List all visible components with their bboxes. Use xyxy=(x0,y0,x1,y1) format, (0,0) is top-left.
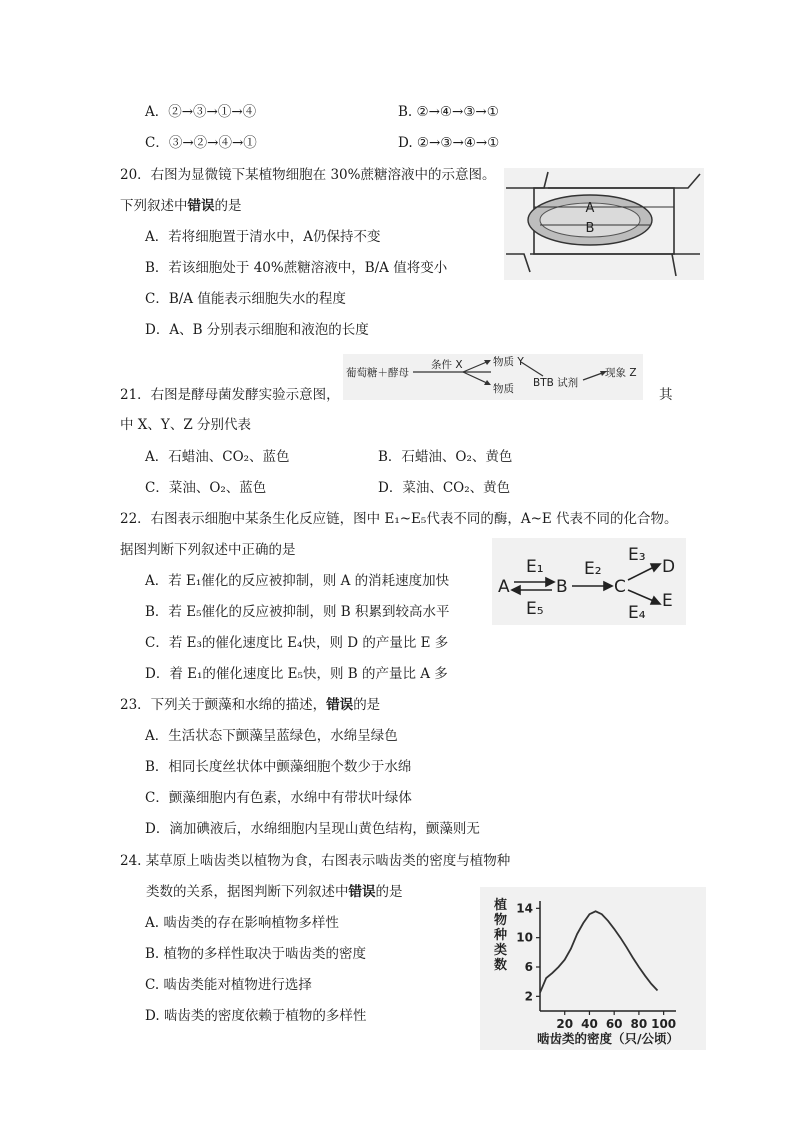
fermentation-figure xyxy=(343,354,643,400)
series-line xyxy=(540,911,658,992)
compound-c: C xyxy=(614,577,626,597)
q22-option-a: A．若 E₁催化的反应被抑制，则 A 的消耗速度加快 xyxy=(145,573,450,589)
density-chart xyxy=(480,887,706,1050)
q23-option-a: A．生活状态下颤藻呈蓝绿色，水绵呈绿色 xyxy=(145,728,398,744)
q23-option-c: C．颤藻细胞内有色素，水绵中有带状叶绿体 xyxy=(145,790,412,806)
product-y-label: 物质 Y xyxy=(493,356,524,368)
x-tick-label: 80 xyxy=(630,1017,648,1031)
q22-stem-2: 据图判断下列叙述中正确的是 xyxy=(120,542,296,558)
y-tick-label: 10 xyxy=(516,930,533,945)
plant-cell-figure xyxy=(504,168,704,280)
q23-stem: 23．下列关于颤藻和水绵的描述，错误的是 xyxy=(120,697,381,713)
enzyme-e5: E₅ xyxy=(526,599,544,619)
x-tick-label: 20 xyxy=(556,1017,574,1031)
q20-stem: 20．右图为显微镜下某植物细胞在 30%蔗糖溶液中的示意图。 xyxy=(120,167,496,183)
start-label: 葡萄糖＋酵母 xyxy=(346,367,409,379)
enzyme-e2: E₂ xyxy=(584,559,602,579)
q21-stem: 21．右图是酵母菌发酵实验示意图， xyxy=(120,387,340,403)
q20-option-d: D．A、B 分别表示细胞和液泡的长度 xyxy=(145,322,369,338)
q21-stem-tail: 其 xyxy=(659,387,673,403)
q22-option-c: C．若 E₃的催化速度比 E₄快，则 D 的产量比 E 多 xyxy=(145,635,449,651)
q22-option-d: D．着 E₁的催化速度比 E₅快，则 B 的产量比 A 多 xyxy=(145,666,448,682)
q21-stem-2: 中 X、Y、Z 分别代表 xyxy=(120,417,251,433)
product-label: 物质 xyxy=(493,383,514,395)
q20-stem-2: 下列叙述中错误的是 xyxy=(120,198,242,214)
q23-option-d: D．滴加碘液后，水绵细胞内呈现山黄色结构，颤藻则无 xyxy=(145,821,480,837)
compound-a: A xyxy=(498,577,510,597)
q19-option-a: A．②→③→①→④ xyxy=(145,104,257,120)
q20-option-c: C．B/A 值能表示细胞失水的程度 xyxy=(145,291,346,307)
compound-d: D xyxy=(662,557,676,577)
enzyme-e1: E₁ xyxy=(526,557,544,577)
chart-x-label: 啮齿类的密度（只/公顷） xyxy=(536,1031,680,1046)
y-tick-label: 14 xyxy=(516,901,533,916)
reaction-chain-figure xyxy=(492,538,686,625)
label-b: B xyxy=(585,221,595,236)
q24-option-a: A. 啮齿类的存在影响植物多样性 xyxy=(145,915,339,931)
q24-option-b: B. 植物的多样性取决于啮齿类的密度 xyxy=(145,946,367,962)
q24-option-c: C. 啮齿类能对植物进行选择 xyxy=(145,977,312,993)
q23-option-b: B．相同长度丝状体中颤藻细胞个数少于水绵 xyxy=(145,759,412,775)
q20-option-a: A．若将细胞置于清水中，A仍保持不变 xyxy=(145,229,381,245)
q19-option-b: B. ②→④→③→① xyxy=(398,104,499,120)
q21-option-d: D．菜油、CO₂、黄色 xyxy=(378,480,511,496)
y-tick-label: 6 xyxy=(524,960,533,974)
reagent-label: BTB 试剂 xyxy=(533,377,579,389)
phenomenon-label: 现象 Z xyxy=(605,367,637,379)
x-tick-label: 60 xyxy=(605,1017,623,1031)
x-tick-label: 100 xyxy=(651,1017,677,1031)
q24-stem: 24. 某草原上啮齿类以植物为食，右图表示啮齿类的密度与植物种 xyxy=(120,853,511,869)
label-a: A xyxy=(585,201,595,216)
enzyme-e4: E₄ xyxy=(628,603,646,623)
q21-option-c: C．菜油、O₂、蓝色 xyxy=(145,480,267,496)
q20-option-b: B．若该细胞处于 40%蔗糖溶液中，B/A 值将变小 xyxy=(145,260,448,276)
q21-option-b: B．石蜡油、O₂、黄色 xyxy=(378,449,513,465)
q24-stem-2: 类数的关系，据图判断下列叙述中错误的是 xyxy=(146,884,403,900)
q19-option-d: D. ②→③→④→① xyxy=(398,135,500,151)
y-tick-label: 2 xyxy=(524,989,533,1004)
condition-label: 条件 X xyxy=(431,359,463,371)
compound-b: B xyxy=(556,577,568,597)
q24-option-d: D. 啮齿类的密度依赖于植物的多样性 xyxy=(145,1008,367,1024)
chart-y-label: 植物种类数 xyxy=(494,898,508,973)
x-tick-label: 40 xyxy=(581,1017,598,1031)
q19-option-c: C．③→②→④→① xyxy=(145,135,257,151)
enzyme-e3: E₃ xyxy=(628,545,646,565)
q21-option-a: A．石蜡油、CO₂、蓝色 xyxy=(145,449,290,465)
q22-option-b: B．若 E₅催化的反应被抑制，则 B 积累到较高水平 xyxy=(145,604,450,620)
q22-stem: 22．右图表示细胞中某条生化反应链，图中 E₁~E₅代表不同的酶，A~E 代表不同的化合物。 xyxy=(120,511,678,527)
compound-e: E xyxy=(662,591,673,611)
